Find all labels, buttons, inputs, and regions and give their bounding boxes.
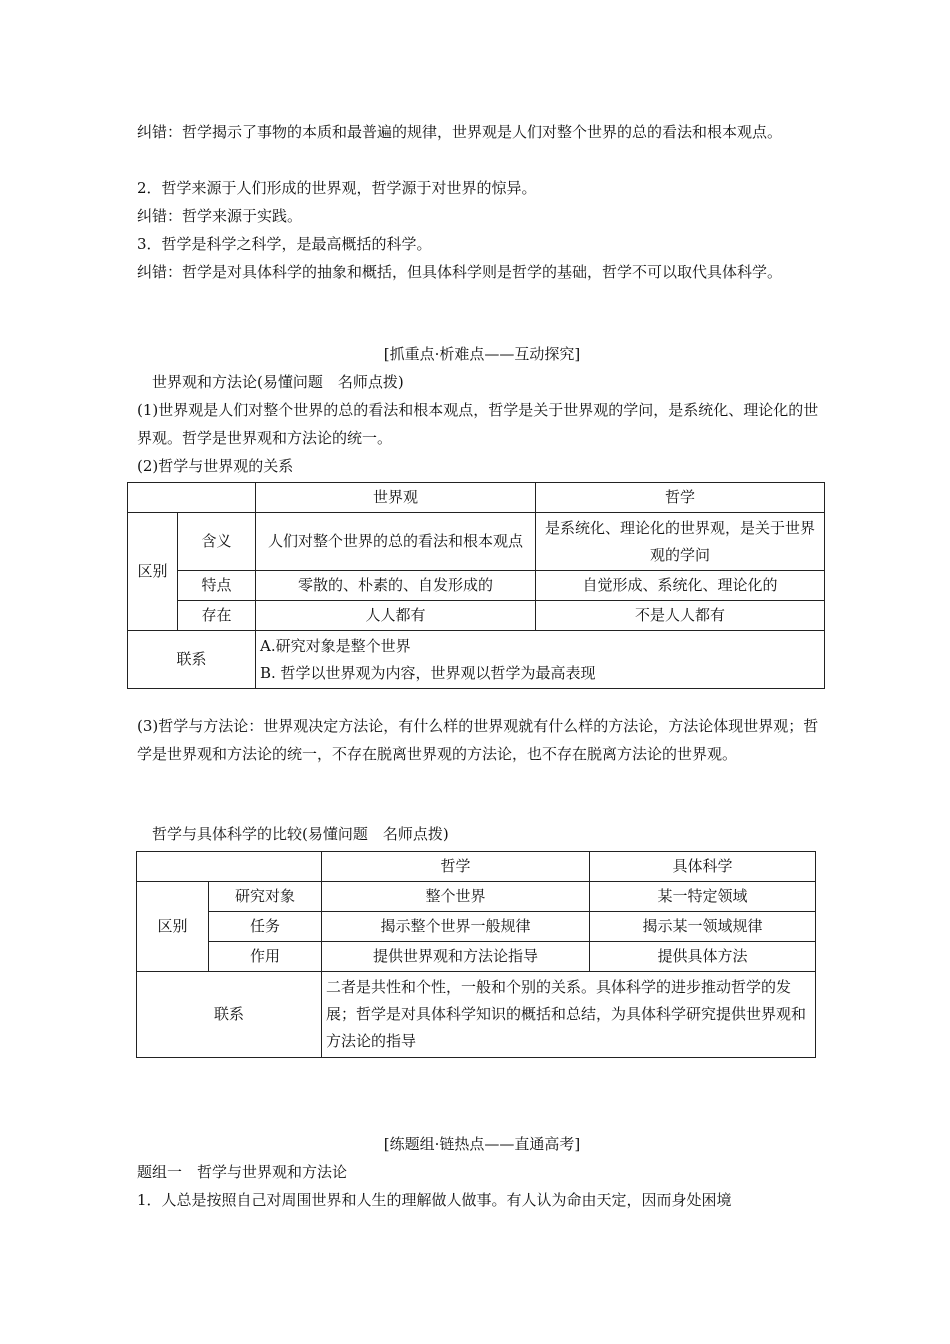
row-label-task: 任务 [209,912,322,942]
paragraph-3: (3)哲学与方法论：世界观决定方法论，有什么样的世界观就有什么样的方法论，方法论体现世界观；哲学是世界观和方法论的统一，不存在脱离世界观的方法论，也不存在脱离方法论的世界观。 [137,717,819,763]
cell-philosophy-task: 揭示整个世界一般规律 [322,912,590,942]
paragraph-2: (2)哲学与世界观的关系 [137,457,294,475]
row-label-meaning: 含义 [178,513,256,571]
cell-connection [256,631,825,689]
connection-b: B. 哲学以世界观为内容，世界观以哲学为最高表现 [260,663,596,682]
row-label-feature: 特点 [178,571,256,601]
col-header-worldview: 世界观 [256,483,536,513]
correction-text: 哲学揭示了事物的本质和最普遍的规律，世界观是人们对整个世界的总的看法和根本观点。 [182,123,783,141]
statement-2: 2．哲学来源于人们形成的世界观，哲学源于对世界的惊异。 [137,179,537,197]
row-label-connection: 联系 [137,972,322,1058]
paragraph-1: (1)世界观是人们对整个世界的总的看法和根本观点，哲学是关于世界观的学问，是系统化、理论化的世界观。哲学是世界观和方法论的统一。 [137,401,819,447]
section-heading-focus: [抓重点·析难点——互动探究] [383,345,581,363]
table2-corner-cell [137,852,322,882]
col-header-science: 具体科学 [590,852,816,882]
cell-connection: 二者是共性和个性，一般和个别的关系。具体科学的进步推动哲学的发展；哲学是对具体科学知识的概括和总结，为具体科学研究提供世界观和方法论的指导 [322,972,816,1058]
row-label-object: 研究对象 [209,882,322,912]
cell-science-role: 提供具体方法 [590,942,816,972]
topic-philosophy-science: 哲学与具体科学的比较(易懂问题 名师点拨) [152,825,449,843]
cell-philosophy-existence: 不是人人都有 [536,601,825,631]
philosophy-science-table [136,851,816,1058]
cell-worldview-meaning: 人们对整个世界的总的看法和根本观点 [256,513,536,571]
correction-3: 纠错：哲学是对具体科学的抽象和概括，但具体科学则是哲学的基础，哲学不可以取代具体科学。 [137,263,783,281]
col-header-philosophy: 哲学 [536,483,825,513]
question-1: 1．人总是按照自己对周围世界和人生的理解做人做事。有人认为命由天定，因而身处困境 [137,1191,732,1209]
cell-philosophy-object: 整个世界 [322,882,590,912]
row-label-role: 作用 [209,942,322,972]
cell-philosophy-meaning: 是系统化、理论化的世界观，是关于世界观的学问 [536,513,825,571]
statement-3: 3．哲学是科学之科学，是最高概括的科学。 [137,235,432,253]
cell-science-task: 揭示某一领域规律 [590,912,816,942]
col-header-philosophy: 哲学 [322,852,590,882]
row-group-difference: 区别 [137,882,209,972]
question-group-title: 题组一 哲学与世界观和方法论 [137,1163,348,1181]
cell-worldview-existence: 人人都有 [256,601,536,631]
cell-science-object: 某一特定领域 [590,882,816,912]
cell-worldview-feature: 零散的、朴素的、自发形成的 [256,571,536,601]
row-label-existence: 存在 [178,601,256,631]
table-corner-cell [128,483,256,513]
cell-philosophy-feature: 自觉形成、系统化、理论化的 [536,571,825,601]
topic-worldview-methodology: 世界观和方法论(易懂问题 名师点拨) [152,373,404,391]
connection-a: A.研究对象是整个世界 [260,636,411,655]
cell-philosophy-role: 提供世界观和方法论指导 [322,942,590,972]
row-label-connection: 联系 [128,631,256,689]
section-heading-practice: [练题组·链热点——直通高考] [383,1135,581,1153]
philosophy-worldview-table [127,482,825,689]
correction-1 [137,118,827,146]
correction-label: 纠错： [137,123,183,141]
correction-2: 纠错：哲学来源于实践。 [137,207,303,225]
row-group-difference: 区别 [128,513,178,631]
